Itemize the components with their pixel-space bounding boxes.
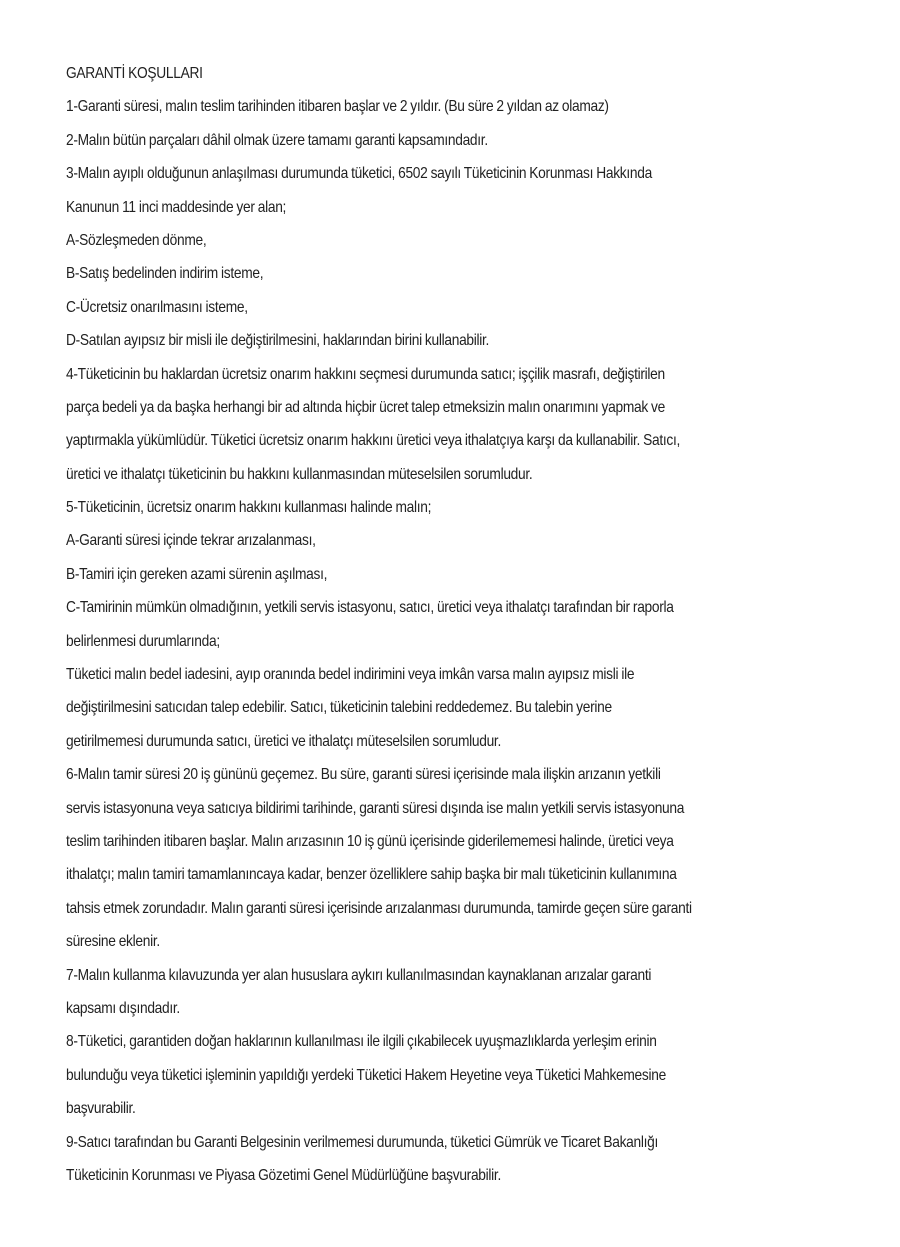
- document-line: değiştirilmesini satıcıdan talep edebilir. Satıcı, tüketicinin talebini reddedemez. Bu talebin yerine: [66, 699, 612, 717]
- document-line: B-Tamiri için gereken azami sürenin aşılması,: [66, 565, 328, 583]
- document-line: süresine eklenir.: [66, 933, 160, 951]
- document-line: 8-Tüketici, garantiden doğan haklarının kullanılması ile ilgili çıkabilecek uyuşmazlıklarda yerleşim erinin: [66, 1033, 657, 1051]
- document-line: 2-Malın bütün parçaları dâhil olmak üzere tamamı garanti kapsamındadır.: [66, 131, 488, 149]
- document-line: üretici ve ithalatçı tüketicinin bu hakkını kullanmasından müteselsilen sorumludur.: [66, 465, 533, 483]
- document-line: getirilmemesi durumunda satıcı, üretici ve ithalatçı müteselsilen sorumludur.: [66, 732, 501, 750]
- document-line: 9-Satıcı tarafından bu Garanti Belgesinin verilmemesi durumunda, tüketici Gümrük ve Ticaret Bakanlığı: [66, 1133, 659, 1151]
- document-title: GARANTİ KOŞULLARI: [66, 65, 203, 82]
- document-line: A-Garanti süresi içinde tekrar arızalanması,: [66, 532, 316, 550]
- warranty-terms-document: [66, 57, 856, 1192]
- document-line: D-Satılan ayıpsız bir misli ile değiştirilmesini, haklarından birini kullanabilir.: [66, 332, 490, 350]
- document-line: Tüketicinin Korunması ve Piyasa Gözetimi Genel Müdürlüğüne başvurabilir.: [66, 1166, 501, 1184]
- document-line: bulunduğu veya tüketici işleminin yapıldığı yerdeki Tüketici Hakem Heyetine veya Tüketici Mahkemesine: [66, 1066, 666, 1084]
- document-line: parça bedeli ya da başka herhangi bir ad altında hiçbir ücret talep etmeksizin malın onarımını yapmak ve: [66, 398, 665, 416]
- document-line: kapsamı dışındadır.: [66, 999, 180, 1017]
- document-line: 5-Tüketicinin, ücretsiz onarım hakkını kullanması halinde malın;: [66, 499, 432, 517]
- document-line: teslim tarihinden itibaren başlar. Malın arızasının 10 iş günü içerisinde giderilememesi halinde, üretici veya: [66, 832, 674, 850]
- document-line: Kanunun 11 inci maddesinde yer alan;: [66, 198, 287, 216]
- document-line: başvurabilir.: [66, 1100, 136, 1118]
- document-line: belirlenmesi durumlarında;: [66, 632, 220, 650]
- document-line: ithalatçı; malın tamiri tamamlanıncaya kadar, benzer özelliklere sahip başka bir malı tüketicinin kullanımına: [66, 866, 677, 884]
- document-line: 7-Malın kullanma kılavuzunda yer alan hususlara aykırı kullanılmasından kaynaklanan arızalar garanti: [66, 966, 652, 984]
- document-line: B-Satış bedelinden indirim isteme,: [66, 265, 264, 283]
- document-line: Tüketici malın bedel iadesini, ayıp oranında bedel indirimini veya imkân varsa malın ayıpsız misli ile: [66, 666, 635, 684]
- document-line: yaptırmakla yükümlüdür. Tüketici ücretsiz onarım hakkını üretici veya ithalatçıya karşı da kullanabilir. Satıcı,: [66, 432, 680, 450]
- document-line: A-Sözleşmeden dönme,: [66, 231, 207, 249]
- document-line: servis istasyonuna veya satıcıya bildirimi tarihinde, garanti süresi dışında ise malın yetkili servis istasyonuna: [66, 799, 685, 817]
- document-line: C-Ücretsiz onarılmasını isteme,: [66, 298, 248, 316]
- document-line: 1-Garanti süresi, malın teslim tarihinden itibaren başlar ve 2 yıldır. (Bu süre 2 yıldan az olamaz): [66, 98, 609, 116]
- document-line: 6-Malın tamir süresi 20 iş gününü geçemez. Bu süre, garanti süresi içerisinde mala ilişkin arızanın yetkili: [66, 766, 661, 784]
- document-line: 3-Malın ayıplı olduğunun anlaşılması durumunda tüketici, 6502 sayılı Tüketicinin Korunması Hakkında: [66, 165, 652, 183]
- document-line: 4-Tüketicinin bu haklardan ücretsiz onarım hakkını seçmesi durumunda satıcı; işçilik masrafı, değiştirilen: [66, 365, 665, 383]
- document-line: C-Tamirinin mümkün olmadığının, yetkili servis istasyonu, satıcı, üretici veya ithalatçı tarafından bir raporla: [66, 599, 674, 617]
- document-line: tahsis etmek zorundadır. Malın garanti süresi içerisinde arızalanması durumunda, tamirde geçen süre garanti: [66, 899, 692, 917]
